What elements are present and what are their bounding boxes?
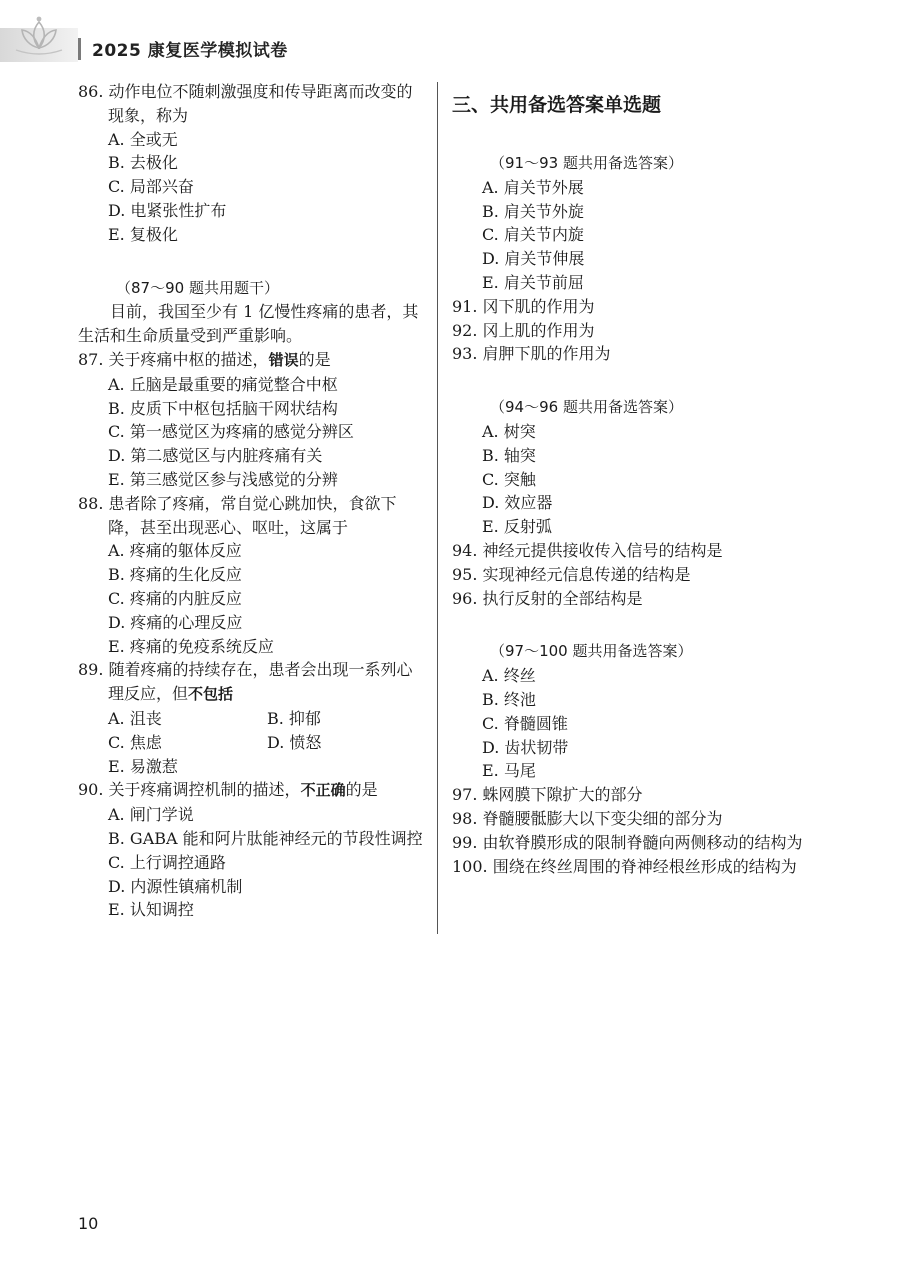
q87-option-b: B. 皮质下中枢包括脑干网状结构: [108, 398, 338, 418]
q87-option-e: E. 第三感觉区参与浅感觉的分辨: [108, 469, 338, 489]
q86-option-e: E. 复极化: [108, 224, 178, 244]
g94-option-b: B. 轴突: [482, 445, 536, 465]
q90-option-e: E. 认知调控: [108, 900, 194, 920]
q87-option-d: D. 第二感觉区与内脏疼痛有关: [108, 446, 323, 466]
g94-option-e: E. 反射弧: [482, 517, 552, 537]
g97-option-d: D. 齿状韧带: [482, 737, 569, 757]
page-header: [0, 0, 900, 62]
q86-option-b: B. 去极化: [108, 153, 178, 173]
q89-option-row: [78, 731, 426, 755]
q86-option-a: A. 全或无: [108, 129, 178, 149]
question-98: 98. 脊髓腰骶膨大以下变尖细的部分为: [452, 808, 723, 828]
g91-option-a: A. 肩关节外展: [482, 177, 584, 197]
q86-option-d: D. 电紧张性扩布: [108, 200, 227, 220]
question-94: 94. 神经元提供接收传入信号的结构是: [452, 540, 723, 560]
q89-option-d: D. 愤怒: [267, 732, 322, 752]
question-93: 93. 肩胛下肌的作用为: [452, 344, 611, 364]
keyword-emphasis: 不包括: [188, 685, 234, 704]
q87-option-c: C. 第一感觉区为疼痛的感觉分辨区: [108, 422, 354, 442]
question-100: 100. 围绕在终丝周围的脊神经根丝形成的结构为: [452, 856, 797, 876]
g97-option-e: E. 马尾: [482, 761, 536, 781]
lotus-logo-icon: [8, 14, 70, 58]
q89-option-a: A. 沮丧: [108, 708, 162, 728]
q89-option-c: C. 焦虑: [108, 732, 162, 752]
q89-option-b: B. 抑郁: [267, 708, 321, 728]
q88-option-a: A. 疼痛的躯体反应: [108, 541, 242, 561]
q88-option-d: D. 疼痛的心理反应: [108, 612, 243, 632]
question-97: 97. 蛛网膜下隙扩大的部分: [452, 785, 643, 805]
g91-option-e: E. 肩关节前屈: [482, 272, 584, 292]
question-88: 88. 患者除了疼痛，常自觉心跳加快，食欲下降，甚至出现恶心、呕吐，这属于: [78, 493, 397, 537]
left-column: [78, 80, 426, 922]
g97-option-a: A. 终丝: [482, 666, 536, 686]
section-title: 三、共用备选答案单选题: [452, 94, 662, 116]
group-91-93-label: （91～93 题共用备选答案）: [490, 154, 683, 172]
q88-option-e: E. 疼痛的免疫系统反应: [108, 636, 274, 656]
g94-option-a: A. 树突: [482, 421, 536, 441]
question-87: 87. 关于疼痛中枢的描述，错误的是: [78, 349, 331, 369]
q86-option-c: C. 局部兴奋: [108, 177, 194, 197]
question-90: 90. 关于疼痛调控机制的描述，不正确的是: [78, 780, 378, 800]
question-91: 91. 冈下肌的作用为: [452, 296, 595, 316]
g91-option-b: B. 肩关节外旋: [482, 201, 584, 221]
group-87-90-stem: 目前，我国至少有 1 亿慢性疼痛的患者，其生活和生命质量受到严重影响。: [78, 302, 419, 346]
header-bar: [78, 38, 81, 60]
q90-option-a: A. 闸门学说: [108, 805, 194, 825]
g91-option-d: D. 肩关节伸展: [482, 249, 585, 269]
q90-option-b: B. GABA 能和阿片肽能神经元的节段性调控: [108, 828, 423, 848]
g97-option-c: C. 脊髓圆锥: [482, 713, 568, 733]
q90-option-c: C. 上行调控通路: [108, 852, 226, 872]
q88-option-b: B. 疼痛的生化反应: [108, 565, 242, 585]
question-96: 96. 执行反射的全部结构是: [452, 588, 643, 608]
question-86: 86. 动作电位不随刺激强度和传导距离而改变的现象，称为: [78, 82, 413, 125]
keyword-emphasis: 错误: [268, 350, 299, 369]
keyword-emphasis: 不正确: [300, 781, 346, 800]
header-title: 2025 康复医学模拟试卷: [92, 41, 288, 61]
q87-option-a: A. 丘脑是最重要的痛觉整合中枢: [108, 374, 338, 394]
g94-option-c: C. 突触: [482, 469, 536, 489]
g97-option-b: B. 终池: [482, 689, 536, 709]
group-87-90-label: （87～90 题共用题干）: [116, 278, 279, 297]
g94-option-d: D. 效应器: [482, 493, 553, 513]
right-column: [452, 80, 812, 878]
question-99: 99. 由软脊膜形成的限制脊髓向两侧移动的结构为: [452, 832, 803, 852]
column-divider: [437, 82, 438, 934]
question-89: 89. 随着疼痛的持续存在，患者会出现一系列心理反应，但不包括: [78, 660, 413, 704]
q90-option-d: D. 内源性镇痛机制: [108, 876, 243, 896]
q89-option-e: E. 易激惹: [108, 756, 178, 776]
q88-option-c: C. 疼痛的内脏反应: [108, 588, 242, 608]
question-92: 92. 冈上肌的作用为: [452, 320, 595, 340]
group-94-96-label: （94～96 题共用备选答案）: [490, 398, 683, 417]
g91-option-c: C. 肩关节内旋: [482, 225, 584, 245]
q89-option-row: [78, 707, 426, 731]
question-95: 95. 实现神经元信息传递的结构是: [452, 564, 691, 584]
page-number: 10: [78, 1214, 99, 1233]
group-97-100-label: （97～100 题共用备选答案）: [490, 642, 693, 661]
